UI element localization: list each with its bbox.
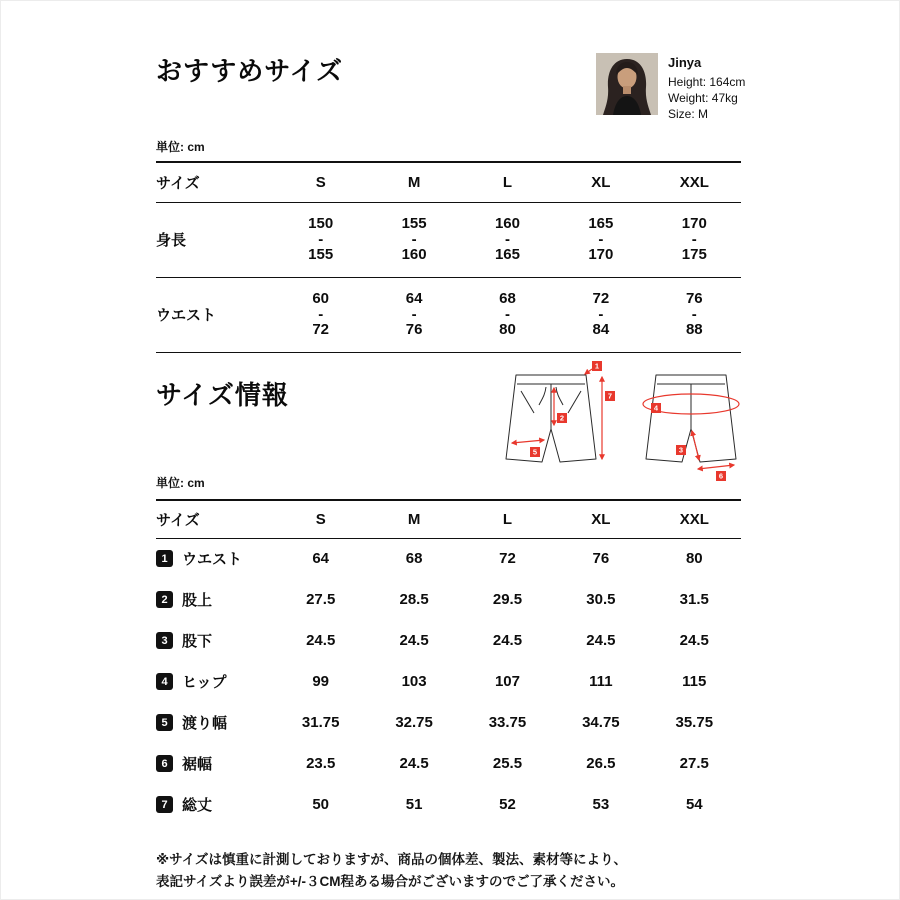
row-label (156, 671, 274, 692)
column-header-size: サイズ (156, 500, 274, 538)
value-cell: 103 (401, 673, 427, 690)
value-cell: 24.5 (679, 632, 709, 649)
arrow-hem-width (698, 465, 734, 469)
svg-text:7: 7 (607, 391, 613, 401)
model-height: Height: 164cm (668, 74, 746, 89)
value-cell: 26.5 (586, 755, 616, 772)
row-label (156, 589, 274, 610)
arrow-inseam (692, 431, 699, 460)
range-separator: - (598, 230, 604, 248)
range (274, 215, 367, 265)
row-label-text: 股下 (182, 633, 213, 650)
value-cell: 24.5 (399, 632, 429, 649)
unit-label: 単位: (156, 140, 184, 154)
model-name: Jinya (668, 55, 702, 70)
column-header-xxl: XXL (648, 500, 741, 538)
measure-label-7 (605, 391, 615, 401)
unit-value: cm (187, 140, 205, 154)
value-cell: 24.5 (399, 755, 429, 772)
value-cell: 24.5 (492, 632, 523, 649)
row-label-text: 渡り幅 (182, 715, 228, 732)
range-min: 170 (681, 214, 707, 232)
range-min: 60 (312, 289, 330, 307)
column-header-l: L (461, 162, 554, 202)
row-label-text: 裾幅 (182, 756, 213, 773)
value-cell: 107 (494, 673, 520, 690)
range-max: 76 (405, 320, 423, 338)
measure-labels (530, 361, 726, 481)
row-label (156, 753, 274, 774)
range-min: 155 (401, 214, 427, 232)
value-cell: 30.5 (586, 591, 616, 608)
value-cell: 115 (682, 673, 707, 690)
value-cell: 23.5 (306, 755, 336, 772)
column-header-m: M (367, 162, 460, 202)
row-label (156, 712, 274, 733)
model-weight: Weight: 47kg (668, 90, 738, 105)
range-separator: - (318, 305, 324, 323)
value-cell: 29.5 (492, 591, 523, 608)
shorts-measurement-diagram (488, 361, 748, 491)
row-number-badge: 2 (156, 591, 173, 608)
range-cell (274, 277, 367, 352)
svg-text:2: 2 (559, 413, 565, 423)
size-info-title: サイズ情報 (156, 380, 289, 410)
value-cell: 51 (405, 796, 423, 813)
row-number-badge: 4 (156, 673, 173, 690)
range-cell (274, 202, 367, 277)
row-number-badge: 5 (156, 714, 173, 731)
value-cell: 53 (592, 796, 610, 813)
table-row-inseam (156, 620, 741, 661)
range (274, 290, 367, 340)
row-label-cell (156, 579, 274, 620)
range-max: 84 (592, 320, 610, 338)
svg-text:5: 5 (532, 447, 538, 457)
measure-label-2 (557, 413, 567, 423)
row-label-cell (156, 784, 274, 825)
row-label-text: ウエスト (182, 551, 243, 569)
value-cell: 35.75 (675, 714, 714, 731)
back-shorts-outline (646, 375, 736, 462)
range-max: 160 (401, 245, 427, 263)
model-info (668, 53, 745, 122)
front-shorts-outline (506, 375, 596, 462)
svg-text:3: 3 (678, 445, 684, 455)
row-label: ウエスト (156, 307, 217, 324)
table-row-total-length (156, 784, 741, 825)
value-cell: 27.5 (306, 591, 336, 608)
table-row-waist (156, 538, 741, 579)
value-cell: 76 (592, 550, 610, 568)
disclaimer-line-2: 表記サイズより誤差が+/-３CM程ある場合がございますのでご了承ください。 (156, 874, 625, 890)
unit-label: 単位: (156, 476, 184, 490)
row-label (156, 548, 274, 569)
table-row-rise (156, 579, 741, 620)
range-min: 150 (308, 214, 334, 232)
range-separator: - (411, 230, 417, 248)
value-cell: 33.75 (488, 714, 527, 731)
unit-note (156, 138, 205, 155)
measure-label-6 (716, 471, 726, 481)
measure-label-1 (592, 361, 602, 371)
row-label-text: 総丈 (182, 797, 213, 814)
unit-value: cm (187, 476, 205, 490)
range-min: 68 (499, 289, 516, 307)
value-cell: 27.5 (679, 755, 709, 772)
row-label-cell (156, 661, 274, 702)
value-cell: 31.75 (301, 714, 340, 731)
range-cell (461, 277, 554, 352)
row-label (156, 630, 274, 651)
range-max: 155 (308, 245, 334, 263)
range-cell (554, 202, 647, 277)
row-label-text: ヒップ (182, 674, 227, 691)
value-cell: 64 (312, 550, 330, 568)
recommended-size-title: おすすめサイズ (156, 56, 344, 86)
value-cell: 52 (499, 796, 516, 813)
value-cell: 24.5 (586, 632, 616, 649)
svg-text:6: 6 (718, 471, 724, 481)
range-cell (648, 277, 741, 352)
range-separator: - (691, 305, 697, 323)
range (367, 215, 460, 265)
range-max: 175 (681, 245, 707, 263)
range (648, 290, 741, 340)
range-cell (554, 277, 647, 352)
range-min: 76 (685, 289, 703, 307)
value-cell: 111 (589, 673, 613, 690)
unit-note (156, 474, 205, 491)
range-max: 88 (685, 320, 703, 338)
range-separator: - (691, 230, 697, 248)
table-row-height (156, 202, 741, 277)
row-number-badge: 6 (156, 755, 173, 772)
value-cell: 68 (405, 550, 423, 568)
range (461, 215, 554, 265)
table-row-waist (156, 277, 741, 352)
range (461, 290, 554, 340)
range-min: 160 (494, 214, 520, 232)
column-header-s: S (274, 162, 367, 202)
row-number-badge: 1 (156, 550, 173, 567)
row-number-badge: 7 (156, 796, 173, 813)
value-cell: 31.5 (679, 591, 709, 608)
range (648, 215, 741, 265)
range-cell (367, 277, 460, 352)
recommended-size-table (156, 161, 741, 353)
svg-text:4: 4 (653, 403, 659, 413)
range-cell (461, 202, 554, 277)
range (554, 290, 647, 340)
model-card (596, 53, 745, 122)
row-label-cell (156, 538, 274, 579)
row-label (156, 794, 274, 815)
row-label-text: 股上 (182, 592, 213, 609)
value-cell: 32.75 (395, 714, 433, 731)
column-header-xl: XL (554, 162, 647, 202)
value-cell: 28.5 (399, 591, 429, 608)
range-max: 80 (499, 320, 516, 338)
table-row-hip (156, 661, 741, 702)
range-separator: - (318, 230, 324, 248)
range-min: 72 (592, 289, 610, 307)
range (554, 215, 647, 265)
model-size: Size: M (668, 106, 709, 121)
range-separator: - (411, 305, 417, 323)
table-row-thigh-width (156, 702, 741, 743)
size-info-table (156, 499, 741, 825)
table-header-row (156, 162, 741, 202)
arrow-waist (585, 369, 592, 374)
range-min: 64 (405, 289, 423, 307)
value-cell: 34.75 (582, 714, 620, 731)
arrow-thigh-width (512, 440, 544, 443)
value-cell: 72 (499, 550, 516, 568)
table-row-hem-width (156, 743, 741, 784)
measure-label-4 (651, 403, 661, 413)
model-photo (596, 53, 658, 115)
disclaimer-note (156, 849, 756, 894)
row-label-cell (156, 620, 274, 661)
measure-label-5 (530, 447, 540, 457)
value-cell: 80 (685, 550, 703, 568)
range (367, 290, 460, 340)
value-cell: 24.5 (306, 632, 336, 649)
range-min: 165 (588, 214, 614, 232)
range-max: 170 (588, 245, 614, 263)
column-header-s: S (274, 500, 367, 538)
column-header-xxl: XXL (648, 162, 741, 202)
table-header-row (156, 500, 741, 538)
row-label: 身長 (156, 202, 274, 277)
column-header-m: M (367, 500, 460, 538)
row-label-cell (156, 702, 274, 743)
value-cell: 50 (312, 796, 330, 813)
range-cell (648, 202, 741, 277)
model-photo-illustration (596, 53, 658, 115)
range-max: 165 (494, 245, 520, 263)
shorts-diagram-svg (488, 361, 748, 491)
range-cell (367, 202, 460, 277)
row-label-cell (156, 743, 274, 784)
range-separator: - (504, 305, 510, 323)
disclaimer-line-1: ※サイズは慎重に計測しておりますが、商品の個体差、製法、素材等により、 (156, 852, 628, 867)
range-separator: - (504, 230, 510, 248)
column-header-size: サイズ (156, 162, 274, 202)
range-separator: - (598, 305, 604, 323)
value-cell: 54 (685, 796, 703, 813)
column-header-l: L (461, 500, 554, 538)
column-header-xl: XL (554, 500, 647, 538)
measure-label-3 (676, 445, 686, 455)
svg-text:1: 1 (594, 361, 600, 371)
range-max: 72 (312, 320, 330, 338)
value-cell: 25.5 (492, 755, 523, 772)
value-cell: 99 (312, 673, 330, 690)
row-number-badge: 3 (156, 632, 173, 649)
